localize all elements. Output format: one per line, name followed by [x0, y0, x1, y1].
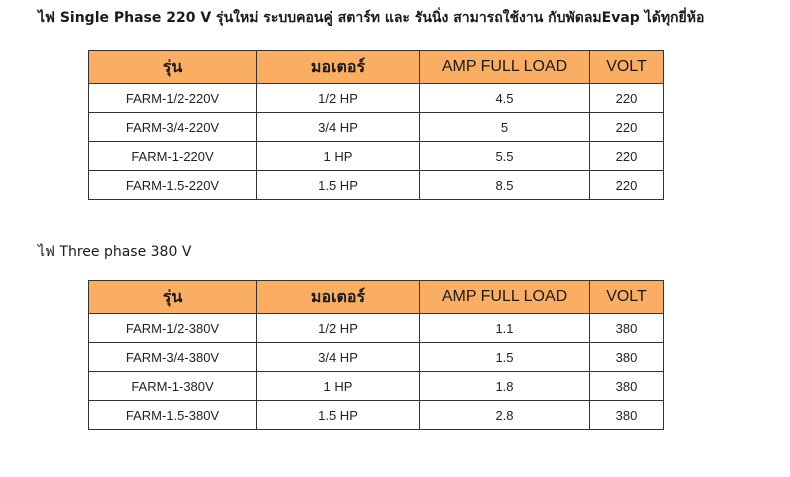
cell-motor: 1.5 HP — [257, 401, 420, 430]
cell-motor: 1.5 HP — [257, 171, 420, 200]
column-header-amp: AMP FULL LOAD — [420, 51, 590, 84]
cell-model: FARM-1-220V — [89, 142, 257, 171]
cell-motor: 1 HP — [257, 142, 420, 171]
column-header-motor: มอเตอร์ — [257, 281, 420, 314]
three-phase-heading: ไฟ Three phase 380 V — [38, 244, 192, 260]
cell-motor: 1/2 HP — [257, 314, 420, 343]
column-header-volt: VOLT — [590, 51, 664, 84]
cell-model: FARM-1.5-380V — [89, 401, 257, 430]
cell-model: FARM-1-380V — [89, 372, 257, 401]
three-phase-table — [88, 280, 664, 430]
cell-amp: 1.1 — [420, 314, 590, 343]
single-phase-table — [88, 50, 664, 200]
cell-amp: 1.8 — [420, 372, 590, 401]
cell-model: FARM-1/2-380V — [89, 314, 257, 343]
cell-volt: 220 — [590, 171, 664, 200]
cell-amp: 2.8 — [420, 401, 590, 430]
column-header-volt: VOLT — [590, 281, 664, 314]
table-row — [89, 171, 664, 200]
cell-amp: 5.5 — [420, 142, 590, 171]
cell-volt: 220 — [590, 142, 664, 171]
cell-volt: 220 — [590, 84, 664, 113]
cell-model: FARM-3/4-220V — [89, 113, 257, 142]
cell-volt: 380 — [590, 314, 664, 343]
table-header-row — [89, 281, 664, 314]
cell-model: FARM-1/2-220V — [89, 84, 257, 113]
column-header-model: รุ่น — [89, 51, 257, 84]
cell-amp: 8.5 — [420, 171, 590, 200]
single-phase-heading: ไฟ Single Phase 220 V รุ่นใหม่ ระบบคอนคู่ สตาร์ท และ รันนิ่ง สามารถใช้งาน กับพัดลมEvap ได้ทุกยี่ห้อ — [38, 10, 705, 26]
cell-model: FARM-3/4-380V — [89, 343, 257, 372]
cell-volt: 380 — [590, 343, 664, 372]
cell-amp: 4.5 — [420, 84, 590, 113]
column-header-motor: มอเตอร์ — [257, 51, 420, 84]
table-row — [89, 343, 664, 372]
cell-motor: 1 HP — [257, 372, 420, 401]
cell-volt: 220 — [590, 113, 664, 142]
table-row — [89, 113, 664, 142]
table-row — [89, 142, 664, 171]
cell-amp: 5 — [420, 113, 590, 142]
cell-volt: 380 — [590, 372, 664, 401]
cell-volt: 380 — [590, 401, 664, 430]
table-row — [89, 84, 664, 113]
table-row — [89, 314, 664, 343]
column-header-amp: AMP FULL LOAD — [420, 281, 590, 314]
column-header-model: รุ่น — [89, 281, 257, 314]
cell-motor: 1/2 HP — [257, 84, 420, 113]
cell-motor: 3/4 HP — [257, 113, 420, 142]
cell-motor: 3/4 HP — [257, 343, 420, 372]
table-row — [89, 372, 664, 401]
table-row — [89, 401, 664, 430]
cell-model: FARM-1.5-220V — [89, 171, 257, 200]
table-header-row — [89, 51, 664, 84]
cell-amp: 1.5 — [420, 343, 590, 372]
